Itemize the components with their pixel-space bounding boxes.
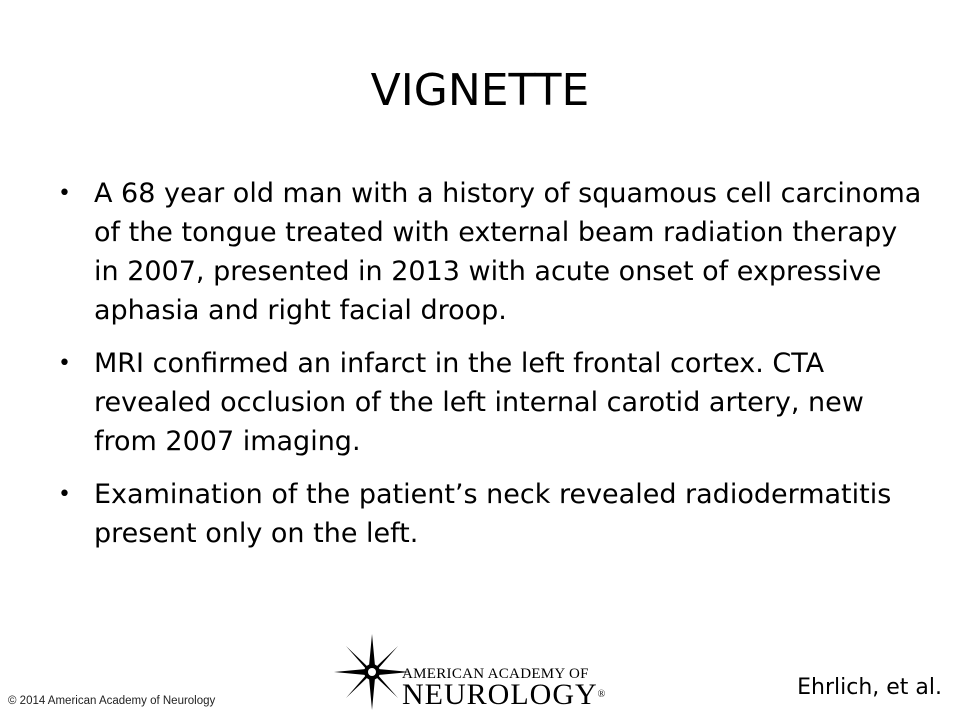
bullet-marker: • (58, 482, 71, 507)
logo-line1: AMERICAN ACADEMY OF (402, 666, 589, 682)
logo-line2 (402, 680, 605, 710)
bullet-item (56, 475, 922, 553)
bullet-marker: • (58, 351, 71, 376)
bullet-list (56, 174, 922, 567)
slide-title: VIGNETTE (370, 65, 590, 116)
bullet-marker: • (58, 181, 71, 206)
bullet-item (56, 344, 922, 461)
starburst-icon (332, 632, 412, 712)
bullet-text: Examination of the patient’s neck revealed radiodermatitis present only on the left. (94, 479, 892, 549)
bullet-text: A 68 year old man with a history of squamous cell carcinoma of the tongue treated with external beam radiation therapy in 2007, presented in 2013 with acute onset of expressive aphasia and right facial droop. (94, 178, 922, 326)
logo-wordmark: NEUROLOGY (402, 678, 598, 711)
aan-logo (332, 632, 632, 712)
registered-mark: ® (597, 689, 606, 700)
citation: Ehrlich, et al. (797, 675, 942, 700)
bullet-text: MRI confirmed an infarct in the left frontal cortex. CTA revealed occlusion of the left internal carotid artery, new from 2007 imaging. (94, 348, 864, 457)
bullet-item (56, 174, 922, 330)
copyright-notice: © 2014 American Academy of Neurology (8, 695, 216, 707)
